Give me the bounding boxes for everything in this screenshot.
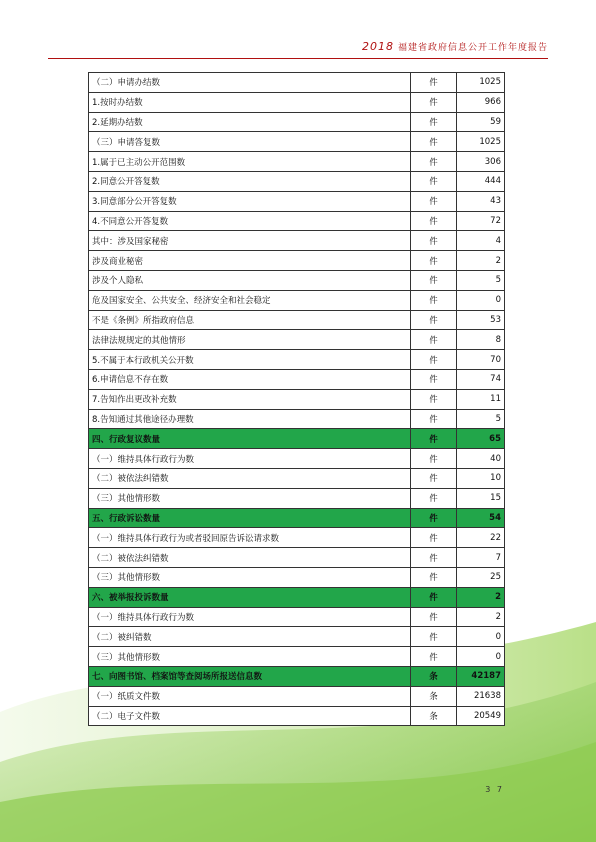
table-row [89, 211, 505, 231]
row-value: 54 [457, 508, 505, 528]
row-label: 其中：涉及国家秘密 [89, 231, 411, 251]
row-unit: 件 [411, 112, 457, 132]
row-label: 危及国家安全、公共安全、经济安全和社会稳定 [89, 290, 411, 310]
header-divider [48, 58, 548, 59]
row-value: 4 [457, 231, 505, 251]
row-label: 8.告知通过其他途径办理数 [89, 409, 411, 429]
row-value: 5 [457, 270, 505, 290]
row-value: 2 [457, 251, 505, 271]
row-unit: 件 [411, 587, 457, 607]
row-value: 70 [457, 350, 505, 370]
row-label: 六、被举报投诉数量 [89, 587, 411, 607]
row-value: 53 [457, 310, 505, 330]
row-label: （二）被纠错数 [89, 627, 411, 647]
table-row [89, 350, 505, 370]
row-value: 0 [457, 290, 505, 310]
row-value: 8 [457, 330, 505, 350]
report-year: 2018 [361, 40, 394, 53]
row-label: （三）申请答复数 [89, 132, 411, 152]
section-row [89, 587, 505, 607]
row-label: （三）其他情形数 [89, 567, 411, 587]
row-unit: 件 [411, 310, 457, 330]
row-label: 四、行政复议数量 [89, 429, 411, 449]
table-row [89, 231, 505, 251]
row-value: 25 [457, 567, 505, 587]
table-row [89, 270, 505, 290]
row-unit: 件 [411, 211, 457, 231]
row-unit: 条 [411, 666, 457, 686]
row-unit: 件 [411, 429, 457, 449]
row-value: 10 [457, 468, 505, 488]
row-value: 1025 [457, 73, 505, 93]
row-unit: 件 [411, 350, 457, 370]
row-unit: 件 [411, 567, 457, 587]
row-label: （二）申请办结数 [89, 73, 411, 93]
row-value: 59 [457, 112, 505, 132]
row-label: 2.延期办结数 [89, 112, 411, 132]
row-value: 42187 [457, 666, 505, 686]
row-label: 七、向图书馆、档案馆等查阅场所报送信息数 [89, 666, 411, 686]
row-unit: 件 [411, 152, 457, 172]
row-unit: 件 [411, 508, 457, 528]
row-value: 72 [457, 211, 505, 231]
row-label: 4.不同意公开答复数 [89, 211, 411, 231]
row-label: （一）维持具体行政行为数 [89, 449, 411, 469]
report-title: 福建省政府信息公开工作年度报告 [397, 43, 548, 53]
row-unit: 件 [411, 449, 457, 469]
statistics-table-body [89, 73, 505, 726]
row-label: 涉及个人隐私 [89, 270, 411, 290]
table-row [89, 706, 505, 726]
row-value: 5 [457, 409, 505, 429]
table-row [89, 528, 505, 548]
row-unit: 件 [411, 389, 457, 409]
row-label: （二）电子文件数 [89, 706, 411, 726]
table-row [89, 607, 505, 627]
row-label: （一）维持具体行政行为或者驳回原告诉讼请求数 [89, 528, 411, 548]
row-unit: 件 [411, 270, 457, 290]
row-label: 涉及商业秘密 [89, 251, 411, 271]
row-value: 7 [457, 548, 505, 568]
row-unit: 件 [411, 191, 457, 211]
row-label: 1.按时办结数 [89, 92, 411, 112]
row-unit: 件 [411, 171, 457, 191]
row-label: 2.同意公开答复数 [89, 171, 411, 191]
table-row [89, 686, 505, 706]
row-label: 法律法规规定的其他情形 [89, 330, 411, 350]
row-value: 43 [457, 191, 505, 211]
row-label: 五、行政诉讼数量 [89, 508, 411, 528]
report-header [362, 40, 548, 53]
row-unit: 件 [411, 488, 457, 508]
row-unit: 件 [411, 73, 457, 93]
row-value: 74 [457, 369, 505, 389]
row-unit: 条 [411, 706, 457, 726]
row-value: 2 [457, 607, 505, 627]
row-value: 21638 [457, 686, 505, 706]
row-unit: 件 [411, 251, 457, 271]
row-unit: 件 [411, 92, 457, 112]
table-row [89, 409, 505, 429]
row-label: 7.告知作出更改补充数 [89, 389, 411, 409]
row-unit: 件 [411, 330, 457, 350]
statistics-table [88, 72, 505, 726]
page-number: 3 7 [485, 785, 504, 794]
row-label: 3.同意部分公开答复数 [89, 191, 411, 211]
row-value: 444 [457, 171, 505, 191]
row-value: 65 [457, 429, 505, 449]
row-value: 22 [457, 528, 505, 548]
table-row [89, 290, 505, 310]
row-unit: 件 [411, 528, 457, 548]
row-unit: 件 [411, 369, 457, 389]
row-label: （二）被依法纠错数 [89, 468, 411, 488]
row-label: （二）被依法纠错数 [89, 548, 411, 568]
row-unit: 件 [411, 290, 457, 310]
table-row [89, 488, 505, 508]
row-value: 20549 [457, 706, 505, 726]
table-row [89, 627, 505, 647]
row-value: 1025 [457, 132, 505, 152]
row-unit: 件 [411, 132, 457, 152]
row-unit: 件 [411, 468, 457, 488]
row-unit: 件 [411, 647, 457, 667]
table-row [89, 567, 505, 587]
row-label: 6.申请信息不存在数 [89, 369, 411, 389]
table-row [89, 92, 505, 112]
row-value: 40 [457, 449, 505, 469]
row-label: （三）其他情形数 [89, 647, 411, 667]
row-label: 5.不属于本行政机关公开数 [89, 350, 411, 370]
table-row [89, 152, 505, 172]
table-row [89, 449, 505, 469]
row-label: 不是《条例》所指政府信息 [89, 310, 411, 330]
table-row [89, 647, 505, 667]
table-row [89, 389, 505, 409]
row-label: 1.属于已主动公开范围数 [89, 152, 411, 172]
row-label: （三）其他情形数 [89, 488, 411, 508]
row-unit: 件 [411, 548, 457, 568]
table-row [89, 112, 505, 132]
table-row [89, 251, 505, 271]
table-row [89, 132, 505, 152]
row-value: 11 [457, 389, 505, 409]
row-label: （一）维持具体行政行为数 [89, 607, 411, 627]
section-row [89, 666, 505, 686]
row-unit: 件 [411, 231, 457, 251]
row-value: 15 [457, 488, 505, 508]
row-unit: 条 [411, 686, 457, 706]
row-value: 2 [457, 587, 505, 607]
table-row [89, 468, 505, 488]
section-row [89, 508, 505, 528]
table-row [89, 191, 505, 211]
table-row [89, 171, 505, 191]
row-value: 966 [457, 92, 505, 112]
row-unit: 件 [411, 607, 457, 627]
table-row [89, 330, 505, 350]
row-unit: 件 [411, 627, 457, 647]
table-row [89, 548, 505, 568]
row-value: 306 [457, 152, 505, 172]
section-row [89, 429, 505, 449]
table-row [89, 369, 505, 389]
table-row [89, 310, 505, 330]
row-unit: 件 [411, 409, 457, 429]
row-value: 0 [457, 627, 505, 647]
row-value: 0 [457, 647, 505, 667]
table-row [89, 73, 505, 93]
row-label: （一）纸质文件数 [89, 686, 411, 706]
